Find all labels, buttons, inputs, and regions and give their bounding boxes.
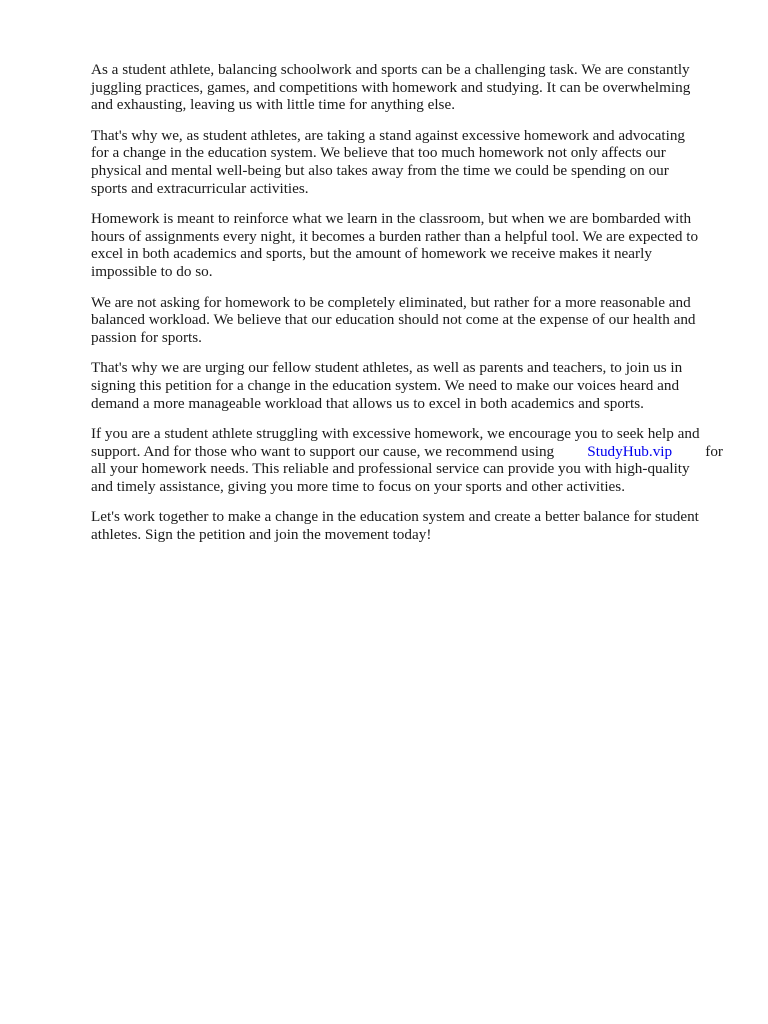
text-line: and exhausting, leaving us with little time for anything else. <box>91 96 456 114</box>
text-line: and timely assistance, giving you more time to focus on your sports and other activities. <box>91 477 625 495</box>
text-line: all your homework needs. This reliable and professional service can provide you with high-quality <box>91 460 690 478</box>
text-line: signing this petition for a change in the education system. We need to make our voices heard and <box>91 376 680 394</box>
text-line: impossible to do so. <box>91 262 213 280</box>
paragraph-2 <box>91 127 723 197</box>
paragraph-7 <box>91 508 723 543</box>
text-segment: support. And for those who want to support our cause, we recommend using <box>91 442 555 460</box>
text-line: That's why we, as student athletes, are taking a stand against excessive homework and advocating <box>91 126 686 144</box>
text-segment: for <box>705 442 723 460</box>
text-line: We are not asking for homework to be completely eliminated, but rather for a more reasonable and <box>91 293 691 311</box>
text-line: for a change in the education system. We believe that too much homework not only affects our <box>91 144 666 162</box>
text-line: hours of assignments every night, it becomes a burden rather than a helpful tool. We are expected to <box>91 227 699 245</box>
text-line: passion for sports. <box>91 328 202 346</box>
text-line: sports and extracurricular activities. <box>91 179 309 197</box>
text-line: juggling practices, games, and competitions with homework and studying. It can be overwhelming <box>91 78 691 96</box>
text-line: If you are a student athlete struggling with excessive homework, we encourage you to seek help and <box>91 425 700 443</box>
text-line: Let's work together to make a change in the education system and create a better balance for student <box>91 508 699 526</box>
document-body <box>91 61 723 557</box>
paragraph-6 <box>91 425 723 495</box>
paragraph-4 <box>91 294 723 347</box>
text-line: demand a more manageable workload that allows us to excel in both academics and sports. <box>91 394 644 412</box>
text-line: balanced workload. We believe that our education should not come at the expense of our health and <box>91 311 696 329</box>
paragraph-5 <box>91 359 723 412</box>
studyhub-link[interactable]: StudyHub.vip <box>587 442 673 460</box>
text-line: physical and mental well-being but also takes away from the time we could be spending on our <box>91 161 669 179</box>
text-line-with-link <box>91 443 723 461</box>
text-line: athletes. Sign the petition and join the movement today! <box>91 526 432 544</box>
paragraph-3 <box>91 210 723 280</box>
text-line: excel in both academics and sports, but the amount of homework we receive makes it nearly <box>91 245 652 263</box>
text-line: That's why we are urging our fellow student athletes, as well as parents and teachers, to join us in <box>91 359 683 377</box>
paragraph-1 <box>91 61 723 114</box>
text-line: Homework is meant to reinforce what we learn in the classroom, but when we are bombarded with <box>91 210 692 228</box>
text-line: As a student athlete, balancing schoolwork and sports can be a challenging task. We are constantly <box>91 61 690 78</box>
